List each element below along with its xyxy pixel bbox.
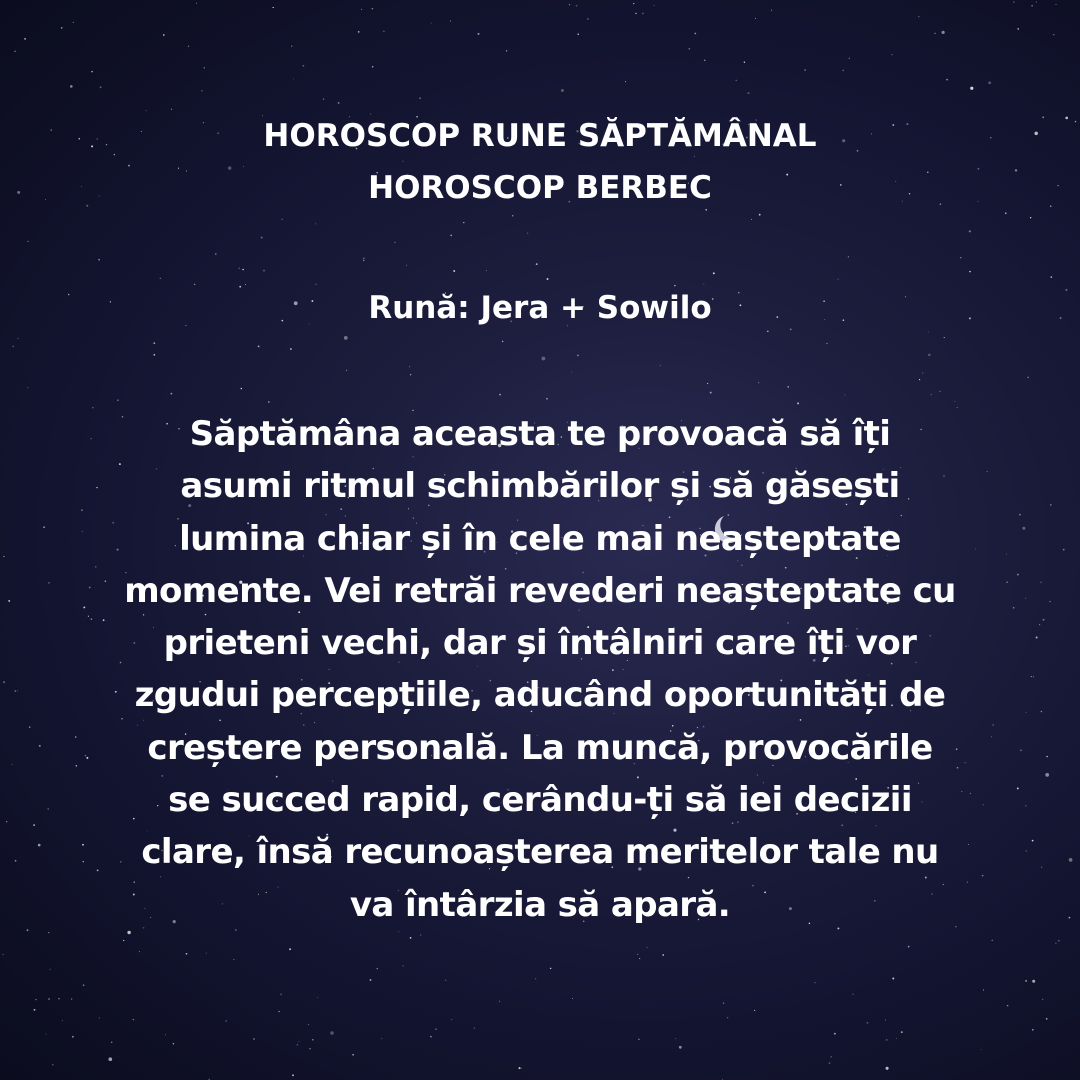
rune-label: Rună: Jera + Sowilo: [368, 290, 712, 326]
page-subtitle: HOROSCOP BERBEC: [368, 170, 712, 206]
body-line: clare, însă recunoașterea meritelor tale nu: [141, 832, 939, 873]
body-line: asumi ritmul schimbărilor și să găsești: [180, 466, 900, 507]
horoscope-body: [30, 408, 1050, 931]
body-line: lumina chiar și în cele mai neașteptate: [179, 518, 901, 559]
body-line: creștere personală. La muncă, provocările: [147, 727, 933, 768]
body-line: prieteni vechi, dar și întâlniri care îți vor: [163, 623, 917, 664]
body-line: va întârzia să apară.: [349, 884, 731, 925]
body-line: zgudui percepțiile, aducând oportunități de: [134, 675, 946, 716]
body-line: se succed rapid, cerându-ți să iei decizii: [168, 780, 912, 821]
body-line: momente. Vei retrăi revederi neașteptate cu: [124, 570, 956, 611]
body-line: Săptămâna aceasta te provoacă să îți: [189, 414, 891, 454]
page-title: HOROSCOP RUNE SĂPTĂMÂNAL: [263, 118, 817, 154]
